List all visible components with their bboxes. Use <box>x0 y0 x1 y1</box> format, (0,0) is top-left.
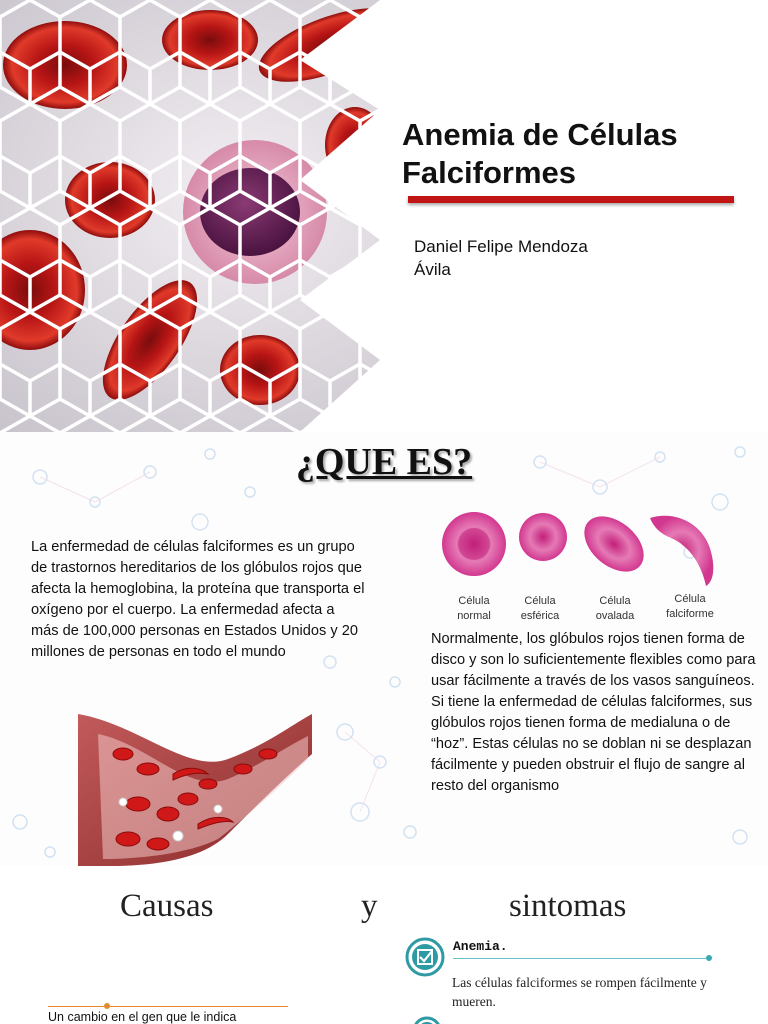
title-underline-bar <box>408 196 734 203</box>
heading-y: y <box>361 888 378 924</box>
checkbox-icon <box>405 937 445 977</box>
author-line-2: Ávila <box>414 260 451 279</box>
heading-causas: Causas <box>120 888 214 924</box>
title-line-1: Anemia de Células <box>402 117 678 152</box>
presentation-title <box>402 116 742 192</box>
cause-divider <box>48 1006 288 1007</box>
cell-label-sickle-line1: Célula <box>674 593 706 605</box>
cell-label-normal-line2: normal <box>457 610 491 622</box>
normal-cell-icon <box>442 512 506 576</box>
cell-label-normal-line1: Célula <box>458 595 490 607</box>
author-name <box>414 235 644 281</box>
cell-label-sickle-line2: falciforme <box>666 608 714 620</box>
oval-cell-icon <box>574 506 654 583</box>
symptom-divider-dot <box>706 955 712 961</box>
next-item-badge-icon <box>412 1016 442 1024</box>
cell-label-spherical-line1: Célula <box>524 595 556 607</box>
definition-paragraph: La enfermedad de células falciformes es un grupo de trastornos hereditarios de los glóbulos rojos que afecta la hemoglobina, la proteína que transporta el oxígeno por el cuerpo. La enfermedad afecta a más de 100,000 personas en Estados Unidos y 20 millones de personas en todo el mundo <box>31 539 365 660</box>
symptom-divider <box>453 958 709 959</box>
explanation-paragraph: Normalmente, los glóbulos rojos tienen forma de disco y son lo suficientemente flexibles como para usar fácilmente a través de los vasos sanguíneos. Si tiene la enfermedad de células falciformes, sus glóbulos rojos tienen forma de medialuna o de “hoz”. Estas células no se doblan ni se desplazan fácilmente y pueden obstruir el flujo de sangre al resto del organismo <box>431 631 756 794</box>
title-line-2: Falciformes <box>402 155 577 190</box>
author-line-1: Daniel Felipe Mendoza <box>414 237 588 256</box>
blood-cells-hexagon-photo <box>0 0 520 432</box>
cell-shapes-diagram <box>436 506 726 626</box>
blood-vessel-illustration <box>78 714 312 866</box>
sickle-cell-icon <box>650 516 713 586</box>
spherical-cell-icon <box>519 513 567 561</box>
symptom-anemia-text: Las células falciformes se rompen fácilmente y mueren. <box>452 975 707 1009</box>
heading-sintomas: sintomas <box>509 888 627 924</box>
causes-symptoms-slide <box>0 866 768 1024</box>
title-slide <box>0 0 768 432</box>
section-heading: ¿QUE ES? <box>295 441 473 483</box>
cause-divider-dot <box>104 1003 110 1009</box>
cell-label-oval-line2: ovalada <box>595 610 635 622</box>
what-is-slide <box>0 432 768 866</box>
cell-label-spherical-line2: esférica <box>520 610 560 622</box>
cause-text: Un cambio en el gen que le indica <box>48 1010 237 1024</box>
cell-label-oval-line1: Célula <box>599 595 631 607</box>
symptom-anemia-title: Anemia. <box>453 939 508 954</box>
